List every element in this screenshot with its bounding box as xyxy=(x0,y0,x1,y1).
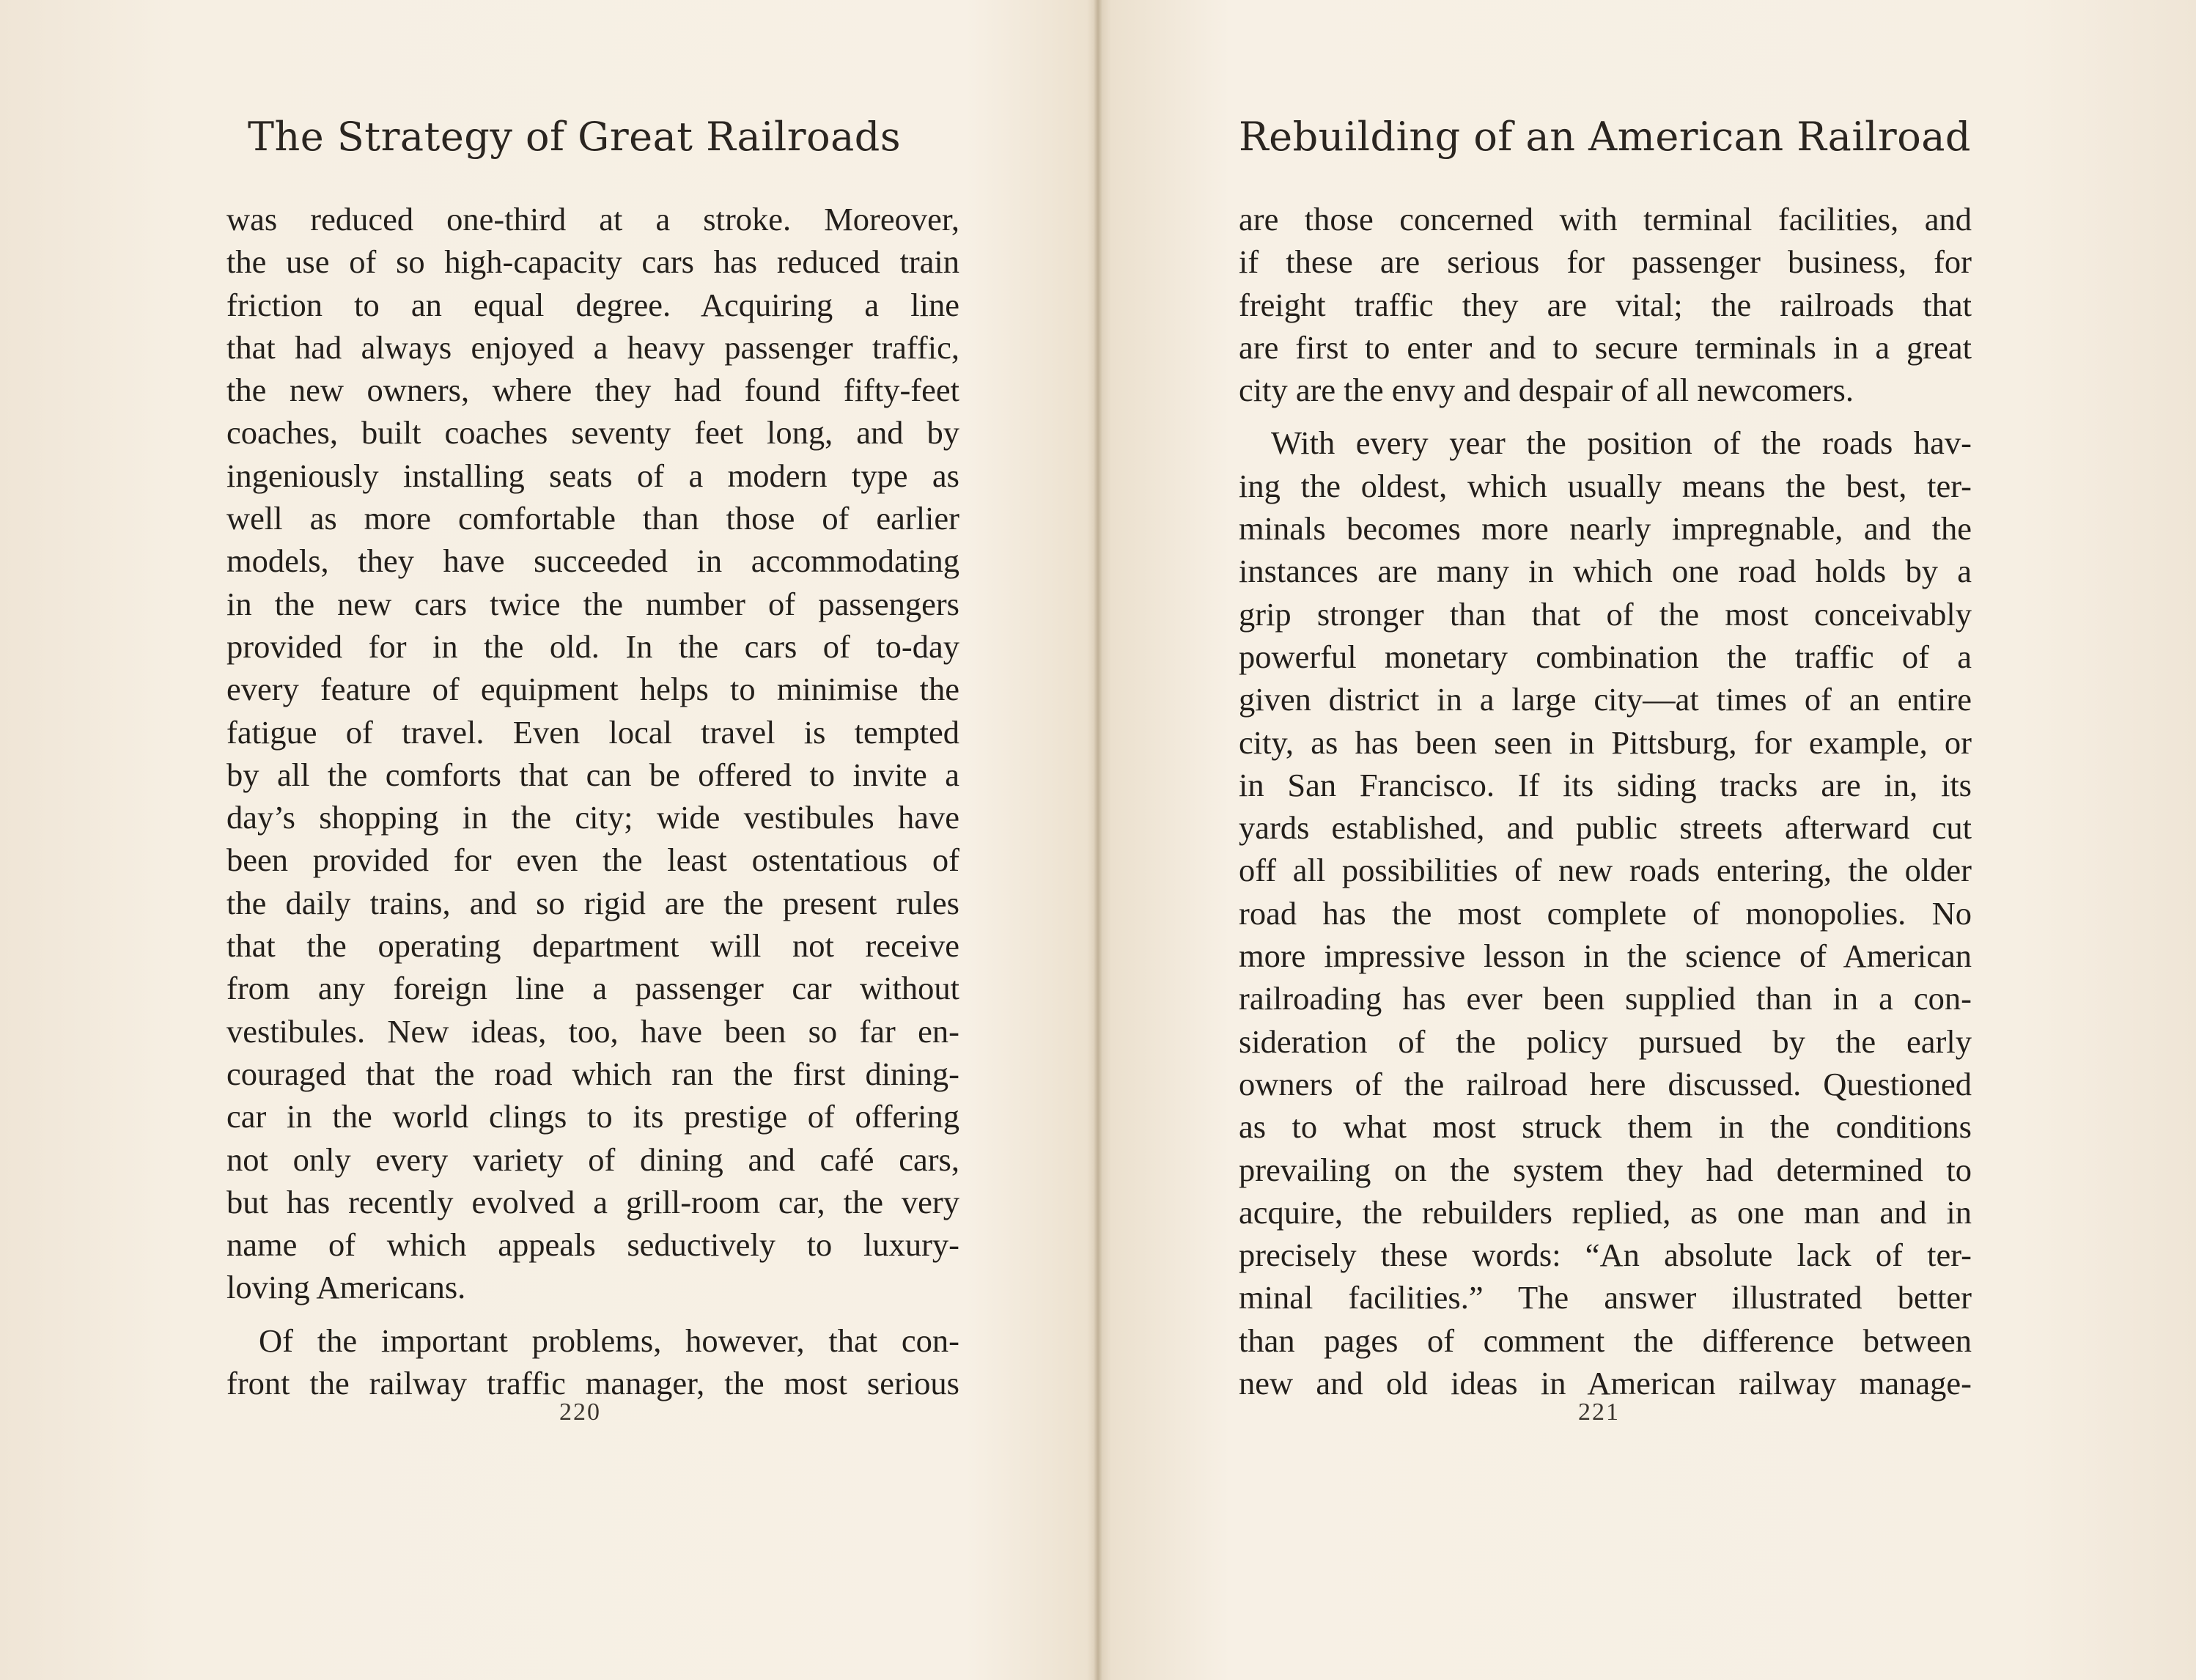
text-line: owners of the railroad here discussed. Questioned xyxy=(1239,1065,1972,1102)
text-line: been provided for even the least ostentatious of xyxy=(226,841,959,879)
text-line: precisely these words: “An absolute lack of ter- xyxy=(1239,1237,1972,1274)
text-line: the use of so high-capacity cars has reduced train xyxy=(226,243,959,281)
paragraph-gap xyxy=(1239,411,1972,421)
text-line: new and old ideas in American railway manage- xyxy=(1239,1365,1972,1402)
text-line: not only every variety of dining and café cars, xyxy=(226,1141,959,1178)
text-line: road has the most complete of monopolies. No xyxy=(1239,894,1972,932)
text-line: given district in a large city—at times of an entire xyxy=(1239,681,1972,718)
paragraph-gap xyxy=(226,1309,959,1319)
text-line: fatigue of travel. Even local travel is tempted xyxy=(226,713,959,751)
text-line: the daily trains, and so rigid are the present rules xyxy=(226,884,959,921)
text-line: than pages of comment the difference between xyxy=(1239,1322,1972,1359)
text-line: city are the envy and despair of all newcomers. xyxy=(1239,372,1854,409)
text-line: from any foreign line a passenger car without xyxy=(226,970,959,1007)
text-line: that the operating department will not receive xyxy=(226,927,959,965)
text-line: friction to an equal degree. Acquiring a line xyxy=(226,286,959,323)
text-line: ing the oldest, which usually means the best, ter- xyxy=(1239,467,1972,504)
left-page-body xyxy=(226,198,959,1404)
text-line: well as more comfortable than those of earlier xyxy=(226,500,959,537)
text-line: sideration of the policy pursued by the early xyxy=(1239,1023,1972,1060)
text-line: coaches, built coaches seventy feet long, and by xyxy=(226,414,959,452)
text-line: Of the important problems, however, that con- xyxy=(259,1322,959,1359)
text-line: minals becomes more nearly impregnable, and the xyxy=(1239,510,1972,548)
left-page-number: 220 xyxy=(559,1399,601,1426)
text-line: by all the comforts that can be offered to invite a xyxy=(226,756,959,793)
text-line: yards established, and public streets afterward cut xyxy=(1239,809,1972,847)
text-line: in the new cars twice the number of passengers xyxy=(226,585,959,622)
text-line: more impressive lesson in the science of American xyxy=(1239,937,1972,975)
text-line: name of which appeals seductively to luxury- xyxy=(226,1226,959,1264)
text-line: With every year the position of the roads hav- xyxy=(1271,424,1972,462)
text-line: off all possibilities of new roads entering, the older xyxy=(1239,852,1972,889)
text-line: models, they have succeeded in accommodating xyxy=(226,542,959,580)
text-line: railroading has ever been supplied than in a con- xyxy=(1239,980,1972,1017)
left-running-head: The Strategy of Great Railroads xyxy=(248,114,902,160)
text-line: grip stronger than that of the most conceivably xyxy=(1239,595,1972,633)
text-line: day’s shopping in the city; wide vestibules have xyxy=(226,799,959,836)
text-line: minal facilities.” The answer illustrated better xyxy=(1239,1279,1972,1316)
text-line: car in the world clings to its prestige of offering xyxy=(226,1098,959,1135)
text-line: city, as has been seen in Pittsburg, for example, or xyxy=(1239,723,1972,761)
right-page-body xyxy=(1239,198,1972,1404)
text-line: the new owners, where they had found fifty-feet xyxy=(226,372,959,409)
text-line: ingeniously installing seats of a modern type as xyxy=(226,457,959,494)
text-line: front the railway traffic manager, the most serious xyxy=(226,1365,959,1402)
text-line: if these are serious for passenger business, for xyxy=(1239,243,1972,281)
text-line: but has recently evolved a grill-room car, the very xyxy=(226,1183,959,1220)
text-line: freight traffic they are vital; the railroads that xyxy=(1239,286,1972,323)
text-line: prevailing on the system they had determined to xyxy=(1239,1151,1972,1188)
right-page-number: 221 xyxy=(1578,1399,1620,1426)
text-line: couraged that the road which ran the first dining- xyxy=(226,1055,959,1092)
text-line: acquire, the rebuilders replied, as one man and in xyxy=(1239,1193,1972,1231)
text-line: loving Americans. xyxy=(226,1269,466,1306)
text-line: powerful monetary combination the traffic of a xyxy=(1239,638,1972,675)
text-line: every feature of equipment helps to minimise the xyxy=(226,671,959,708)
right-running-head: Rebuilding of an American Railroad xyxy=(1239,114,1971,160)
text-line: vestibules. New ideas, too, have been so far en- xyxy=(226,1012,959,1050)
text-line: are first to enter and to secure terminals in a great xyxy=(1239,328,1972,366)
text-line: that had always enjoyed a heavy passenger traffic, xyxy=(226,328,959,366)
text-line: are those concerned with terminal facilities, and xyxy=(1239,201,1972,237)
text-line: was reduced one-third at a stroke. Moreover, xyxy=(226,201,959,237)
text-line: as to what most struck them in the conditions xyxy=(1239,1108,1972,1146)
text-line: in San Francisco. If its siding tracks are in, its xyxy=(1239,766,1972,803)
right-page xyxy=(1098,0,2196,1680)
text-line: provided for in the old. In the cars of to-day xyxy=(226,627,959,665)
text-line: instances are many in which one road holds by a xyxy=(1239,553,1972,590)
